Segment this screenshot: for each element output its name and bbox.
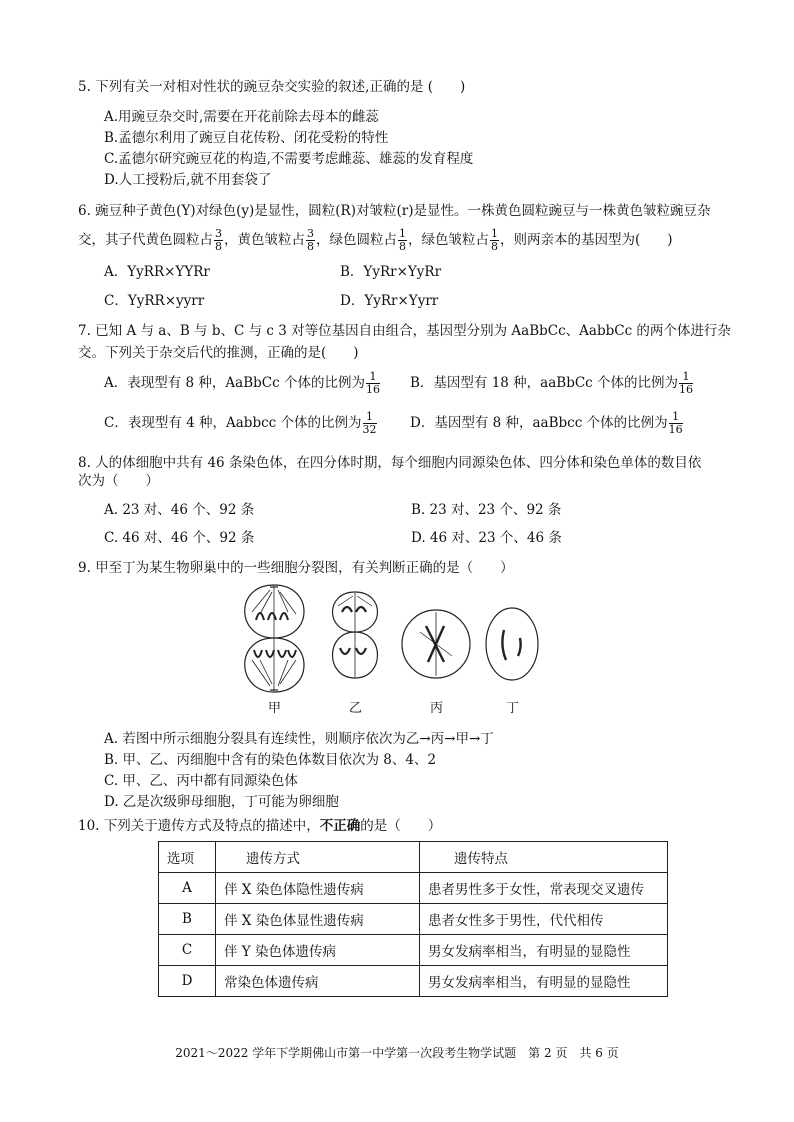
q9-option-c: C. 甲、乙、丙中都有同源染色体	[104, 773, 298, 789]
q9-option-d: D. 乙是次级卵母细胞，丁可能为卵细胞	[104, 794, 339, 810]
q8-line1: 8. 人的体细胞中共有 46 条染色体，在四分体时期，每个细胞内同源染色体、四分体和染色单体的数目依	[78, 455, 702, 471]
table-row	[159, 935, 668, 966]
table-header-row	[159, 842, 668, 873]
table-cell: 伴 Y 染色体遗传病	[216, 935, 420, 966]
q6-text-d: ，绿色皱粒占	[408, 232, 489, 248]
q6-text-b: ，黄色皱粒占	[224, 232, 305, 248]
q6-option-c: C．YyRR×yyrr	[104, 293, 205, 309]
q7-fraction: $\frac{1}{32}$	[362, 410, 377, 436]
table-header: 遗传方式	[216, 842, 420, 873]
q6-fraction: $\frac{1}{8}$	[399, 227, 406, 253]
cell-yi	[333, 592, 378, 678]
cell-bing	[402, 610, 470, 678]
q5-option-d: D.人工授粉后,就不用套袋了	[104, 172, 272, 188]
q8-option-d: D. 46 对、23 个、46 条	[411, 530, 562, 546]
q5-option-b: B.孟德尔利用了豌豆自花传粉、闭花受粉的特性	[104, 130, 389, 146]
table-cell: 伴 X 染色体显性遗传病	[216, 904, 420, 935]
q7-fraction: $\frac{1}{16}$	[679, 370, 694, 396]
q6-fraction: $\frac{1}{8}$	[491, 227, 498, 253]
table-header: 选项	[159, 842, 216, 873]
label-bing: 丙	[430, 701, 444, 716]
table-row	[159, 873, 668, 904]
q6-text-c: ，绿色圆粒占	[316, 232, 397, 248]
table-cell: A	[159, 873, 216, 904]
table-cell: D	[159, 966, 216, 997]
q6-option-d: D．YyRr×Yyrr	[340, 293, 439, 309]
table-cell: B	[159, 904, 216, 935]
table-row	[159, 966, 668, 997]
q5-option-a: A.用豌豆杂交时,需要在开花前除去母本的雌蕊	[104, 109, 379, 125]
table-cell: 男女发病率相当，有明显的显隐性	[420, 935, 668, 966]
table-cell: 患者女性多于男性，代代相传	[420, 904, 668, 935]
q6-text-a: 交，其子代黄色圆粒占	[78, 232, 213, 248]
q8-option-c: C. 46 对、46 个、92 条	[104, 530, 255, 546]
q7-option-d: D．基因型有 8 种，aaBbcc 个体的比例为 $\frac{1}{16}$	[410, 410, 683, 436]
q7-fraction: $\frac{1}{16}$	[668, 410, 683, 436]
q6-option-a: A．YyRR×YYRr	[104, 264, 210, 280]
q8-option-a: A. 23 对、46 个、92 条	[104, 502, 255, 518]
label-yi: 乙	[349, 701, 363, 716]
table-cell: C	[159, 935, 216, 966]
table-cell: 常染色体遗传病	[216, 966, 420, 997]
cell-division-figure	[230, 582, 560, 694]
q9-stem: 9. 甲至丁为某生物卵巢中的一些细胞分裂图，有关判断正确的是（ ）	[78, 560, 514, 576]
q7-line2: 交。下列关于杂交后代的推测，正确的是( )	[78, 345, 359, 361]
q7-option-a: A．表现型有 8 种，AaBbCc 个体的比例为 $\frac{1}{16}$	[104, 370, 380, 396]
table-cell: 患者男性多于女性，常表现交叉遗传	[420, 873, 668, 904]
q9-option-b: B. 甲、乙、丙细胞中含有的染色体数目依次为 8、4、2	[104, 752, 437, 768]
cell-jia	[245, 585, 304, 692]
q10-emphasis: 不正确	[319, 818, 361, 834]
q10-stem: 10. 下列关于遗传方式及特点的描述中，不正确的是（ ）	[78, 818, 442, 834]
q6-line2	[78, 227, 673, 253]
table-header: 遗传特点	[420, 842, 668, 873]
q6-line1: 6. 豌豆种子黄色(Y)对绿色(y)是显性，圆粒(R)对皱粒(r)是显性。一株黄色圆粒豌豆与一株黄色皱粒豌豆杂	[78, 203, 711, 219]
q6-text-e: ，则两亲本的基因型为( )	[500, 232, 673, 248]
q7-option-c: C．表现型有 4 种，Aabbcc 个体的比例为 $\frac{1}{32}$	[104, 410, 377, 436]
label-ding: 丁	[506, 701, 520, 716]
inheritance-table	[158, 841, 668, 997]
q8-line2: 次为（ ）	[78, 473, 159, 489]
q7-line1: 7. 已知 A 与 a、B 与 b、C 与 c 3 对等位基因自由组合，基因型分别为 AaBbCc、AabbCc 的两个体进行杂	[78, 323, 731, 339]
q5-option-c: C.孟德尔研究豌豆花的构造,不需要考虑雌蕊、雄蕊的发育程度	[104, 151, 474, 167]
table-cell: 伴 X 染色体隐性遗传病	[216, 873, 420, 904]
q6-fraction: $\frac{3}{8}$	[307, 227, 314, 253]
cell-ding	[486, 608, 538, 680]
q6-fraction: $\frac{3}{8}$	[215, 227, 222, 253]
q6-option-b: B．YyRr×YyRr	[340, 264, 442, 280]
q9-option-a: A. 若图中所示细胞分裂具有连续性，则顺序依次为乙→丙→甲→丁	[104, 731, 494, 747]
page-footer: 2021～2022 学年下学期佛山市第一中学第一次段考生物学试题 第 2 页 共 6 页	[175, 1046, 619, 1060]
label-jia: 甲	[268, 701, 282, 716]
q5-stem: 5. 下列有关一对相对性状的豌豆杂交实验的叙述,正确的是 ( )	[78, 79, 466, 95]
q7-option-b: B．基因型有 18 种，aaBbCc 个体的比例为 $\frac{1}{16}$	[410, 370, 694, 396]
q8-option-b: B. 23 对、23 个、92 条	[411, 502, 562, 518]
table-cell: 男女发病率相当，有明显的显隐性	[420, 966, 668, 997]
q7-fraction: $\frac{1}{16}$	[365, 370, 380, 396]
table-row	[159, 904, 668, 935]
